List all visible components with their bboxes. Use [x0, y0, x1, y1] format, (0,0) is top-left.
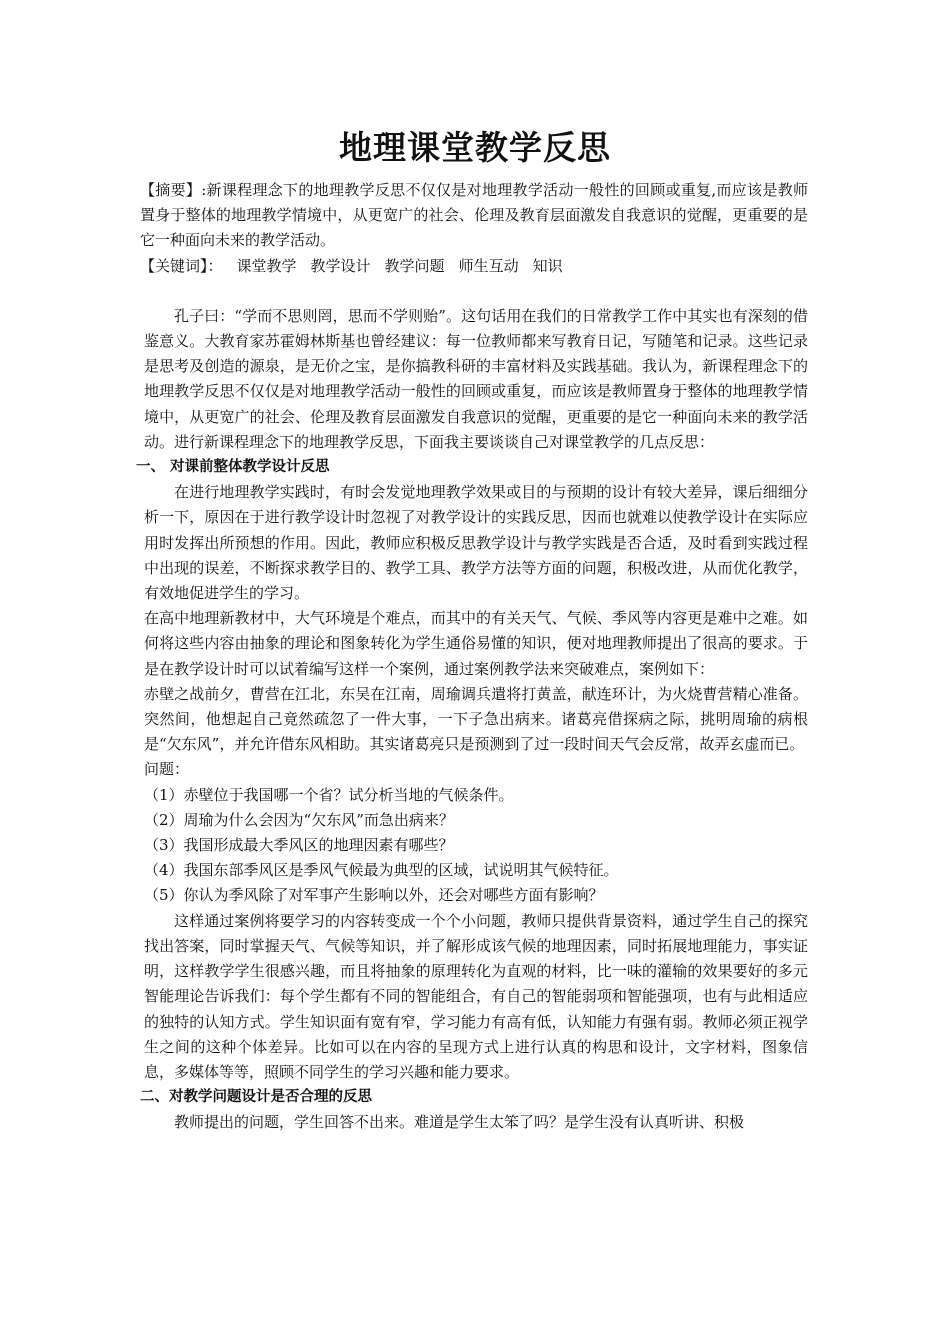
- section-heading: 一、 对课前整体教学设计反思: [136, 459, 330, 476]
- question-item: （5）你认为季风除了对军事产生影响以外，还会对哪些方面有影响？: [144, 886, 604, 905]
- keyword: 师生互动: [458, 256, 519, 275]
- keyword: 课堂教学: [236, 256, 297, 275]
- document-body: [136, 178, 808, 1136]
- blank-line: [144, 279, 808, 304]
- question-item: （4）我国东部季风区是季风气候最为典型的区域，试说明其气候特征。: [144, 861, 619, 880]
- case-story-paragraph: 赤壁之战前夕，曹营在江北，东吴在江南，周瑜调兵遣将打黄盖，献连环计，为火烧曹营精心准备。突然间，他想起自己竟然疏忽了一件大事，一下子急出病来。诸葛亮借探病之际，挑明周瑜的病根是“欠东风”，并允许借东风相助。其实诸葛亮只是预测到了过一段时间天气会反常，故弄玄虚而已。: [144, 684, 808, 754]
- questions-label: 问题：: [144, 760, 190, 779]
- keyword: 知识: [532, 256, 563, 275]
- body-paragraph: 这样通过案例将要学习的内容转变成一个个小问题，教师只提供背景资料，通过学生自己的探究找出答案，同时掌握天气、气候等知识，并了解形成该气候的地理因素，同时拓展地理能力，事实证明，这样教学学生很感兴趣，而且将抽象的原理转化为直观的材料，比一味的灌输的效果要好的多元智能理论告诉我们：每个学生都有不同的智能组合，有自己的智能弱项和智能强项，也有与此相适应的独特的认知方式。学生知识面有宽有窄，学习能力有高有低，认知能力有强有弱。教师必须正视学生之间的这种个体差异。比如可以在内容的呈现方式上进行认真的构思和设计，文字材料，图象信息，多媒体等等，照顾不同学生的学习兴趣和能力要求。: [144, 911, 808, 1081]
- body-paragraph: 在进行地理教学实践时，有时会发觉地理教学效果或目的与预期的设计有较大差异，课后细细分析一下，原因在于进行教学设计时忽视了对教学设计的实践反思，因而也就难以使教学设计在实际应用时发挥出所预想的作用。因此，教师应积极反思教学设计与教学实践是否合适，及时看到实践过程中出现的误差，不断探求教学目的、教学工具、教学方法等方面的问题，积极改进，从而优化教学，有效地促进学生的学习。: [144, 483, 808, 603]
- question-item: （1）赤壁位于我国哪一个省？试分析当地的气候条件。: [144, 785, 514, 804]
- question-item: （2）周瑜为什么会因为“欠东风”而急出病来？: [144, 810, 454, 829]
- section-heading: 二、对教学问题设计是否合理的反思: [140, 1089, 372, 1106]
- document-title: 地理课堂教学反思: [339, 128, 611, 167]
- body-paragraph: 在高中地理新教材中，大气环境是个难点，而其中的有关天气、气候、季风等内容更是难中之难。如何将这些内容由抽象的理论和图象转化为学生通俗易懂的知识，便对地理教师提出了很高的要求。于是在教学设计时可以试着编写这样一个案例，通过案例教学法来突破难点，案例如下：: [144, 609, 808, 678]
- keyword: 教学设计: [310, 256, 371, 275]
- keyword: 教学问题: [384, 256, 445, 275]
- keywords-line: [140, 254, 808, 279]
- abstract-paragraph: 【摘要】:新课程理念下的地理教学反思不仅仅是对地理教学活动一般性的回顾或重复,而应该是教师置身于整体的地理教学情境中，从更宽广的社会、伦理及教育层面激发自我意识的觉醒，更重要的是它一种面向未来的教学活动。: [140, 181, 808, 250]
- keywords-label: 【关键词】：: [140, 256, 223, 275]
- body-paragraph: 教师提出的问题，学生回答不出来。难道是学生太笨了吗？是学生没有认真听讲、积极: [174, 1113, 745, 1132]
- intro-paragraph: 孔子曰：“学而不思则罔，思而不学则贻”。这句话用在我们的日常教学工作中其实也有深刻的借鉴意义。大教育家苏霍姆林斯基也曾经建议：每一位教师都来写教育日记，写随笔和记录。这些记录是思考及创造的源泉，是无价之宝，是你搞教科研的丰富材料及实践基础。我认为，新课程理念下的地理教学反思不仅仅是对地理教学活动一般性的回顾或重复，而应该是教师置身于整体的地理教学情境中，从更宽广的社会、伦理及教育层面激发自我意识的觉醒，更重要的是它一种面向未来的教学活动。进行新课程理念下的地理教学反思，下面我主要谈谈自己对课堂教学的几点反思：: [144, 306, 808, 451]
- question-item: （3）我国形成最大季风区的地理因素有哪些？: [144, 836, 454, 855]
